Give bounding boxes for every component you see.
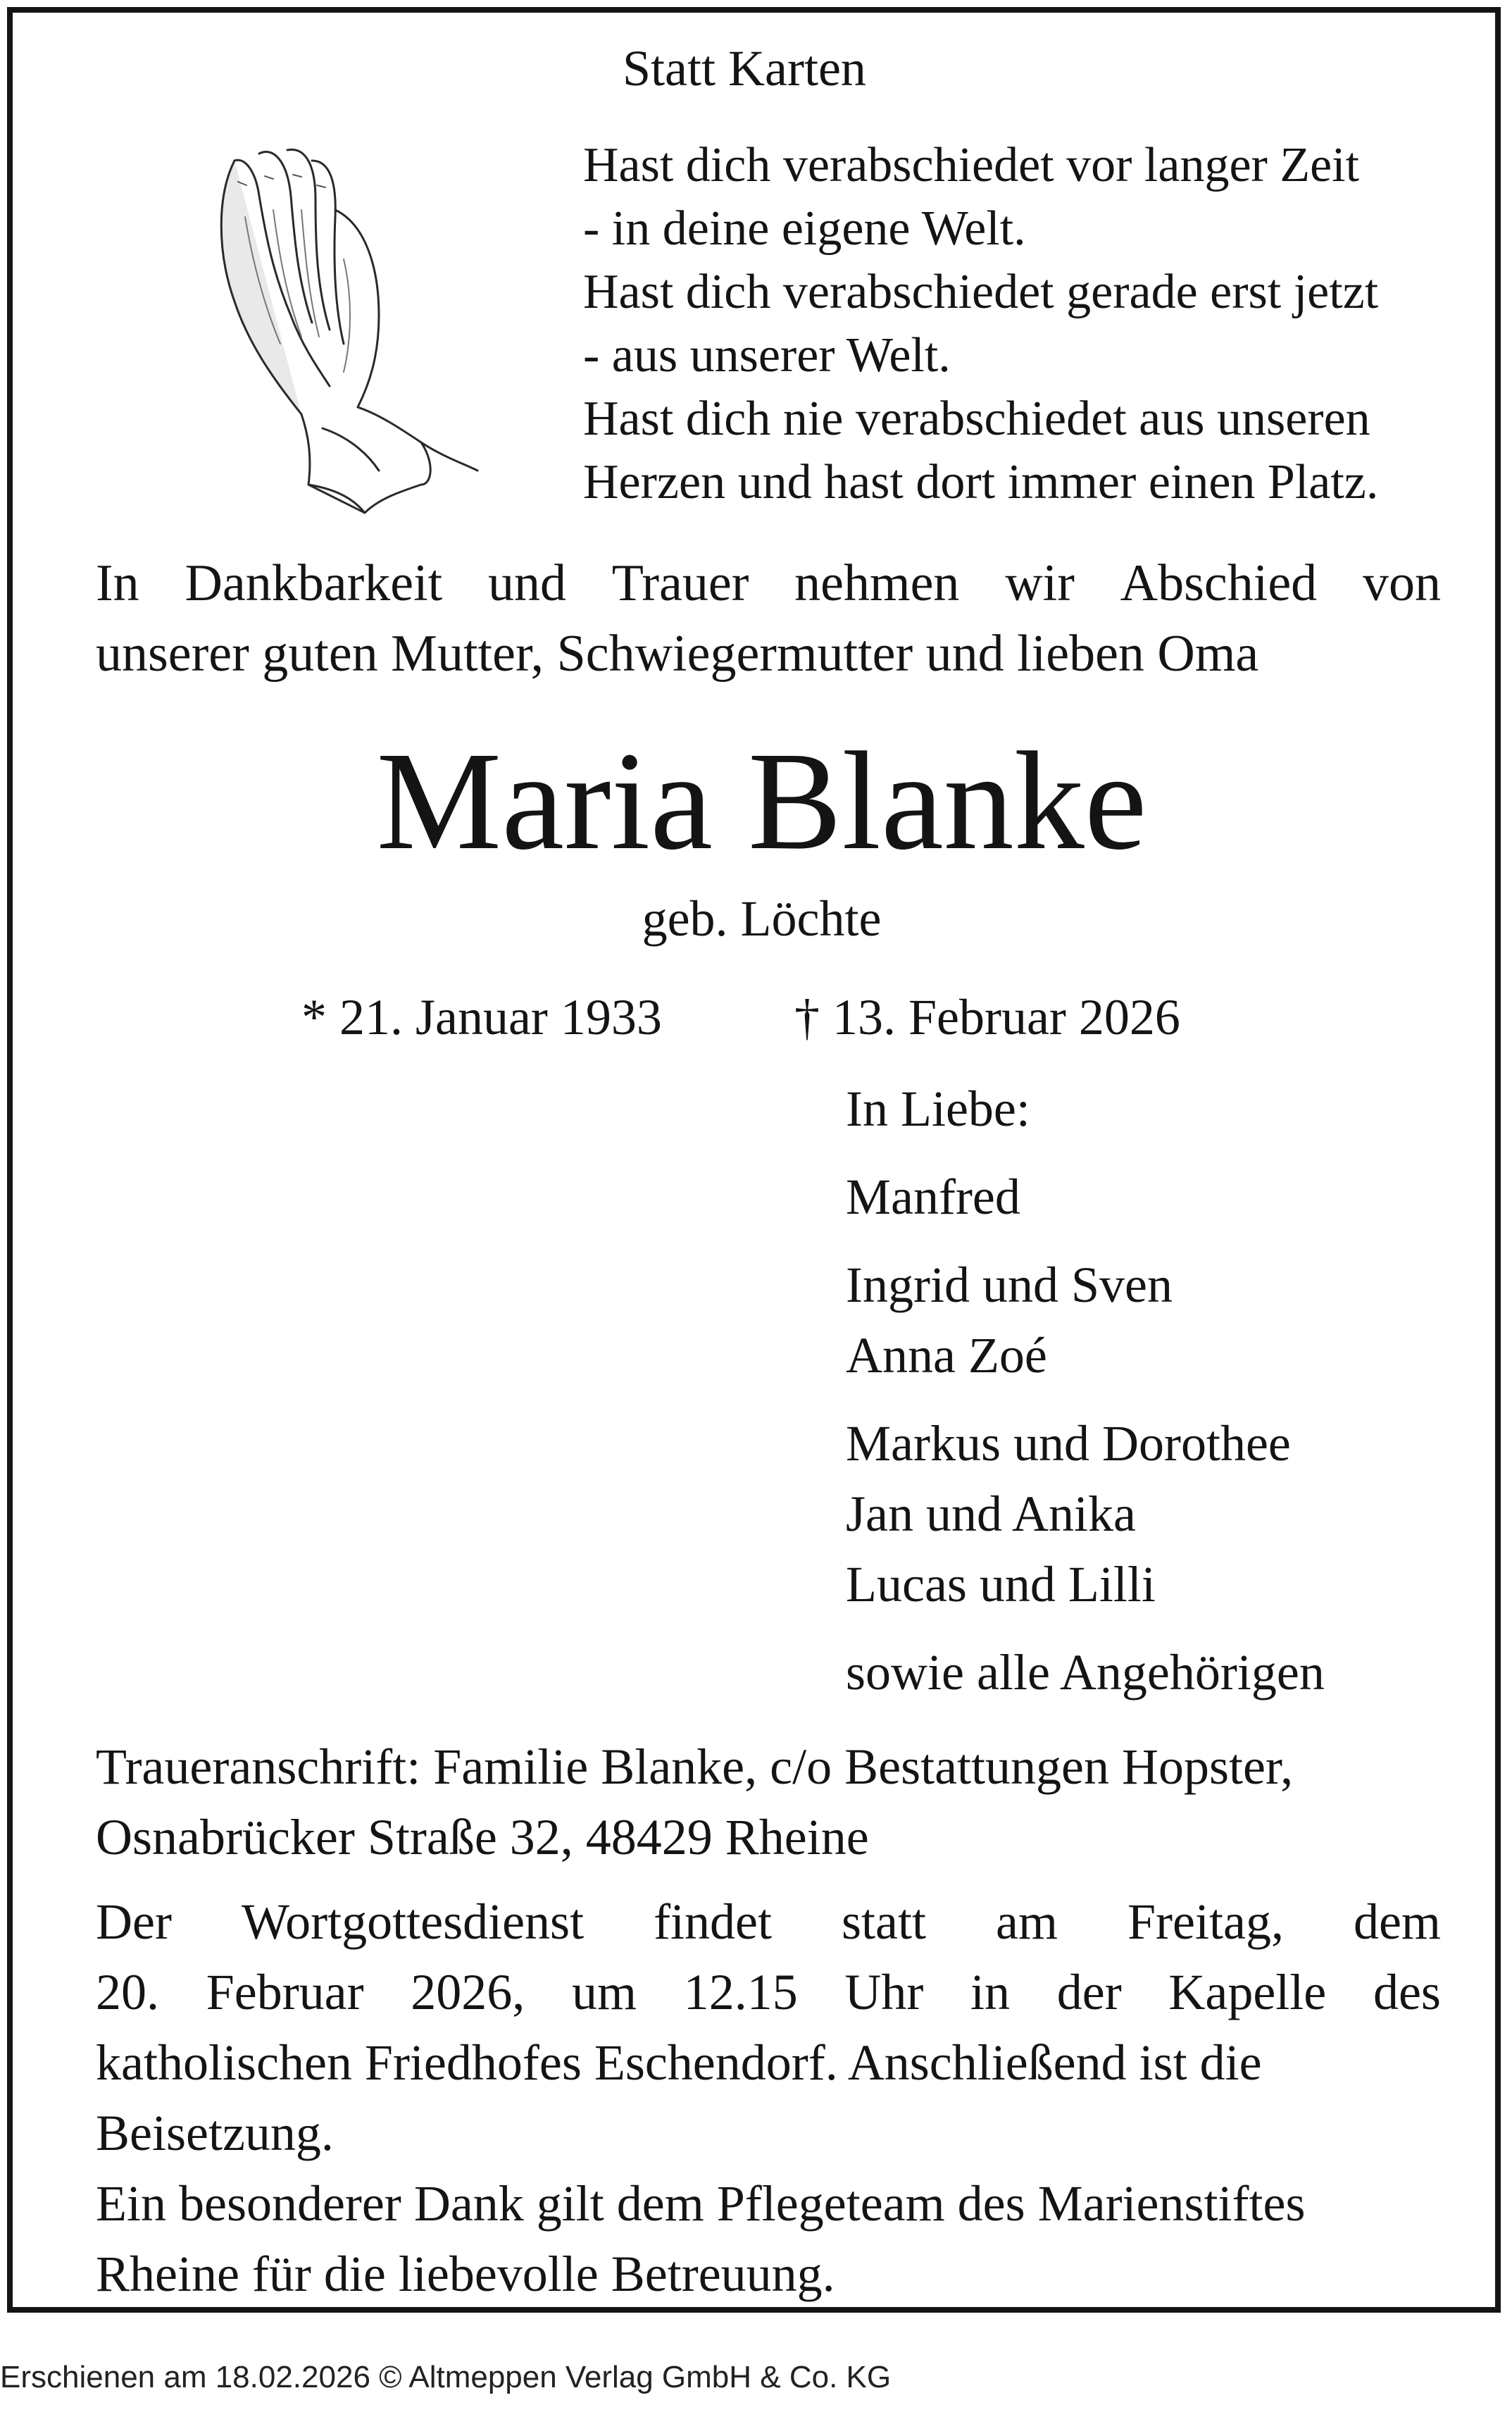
- praying-hands-icon: [168, 132, 520, 527]
- mourner-line: Manfred: [846, 1169, 1020, 1225]
- header-statt-karten: Statt Karten: [623, 40, 866, 97]
- mourner-line: Anna Zoé: [846, 1327, 1047, 1384]
- address-block: [96, 1732, 1441, 1872]
- mourner-line: Jan und Anika: [846, 1486, 1136, 1542]
- publication-footer: Erschienen am 18.02.2026 © Altmeppen Verlag GmbH & Co. KG: [0, 2360, 892, 2394]
- intro-line-1: In Dankbarkeit und Trauer nehmen wir Abschied von: [96, 554, 1441, 612]
- death-date: † 13. Februar 2026: [794, 989, 1180, 1045]
- service-line-2: 20. Februar 2026, um 12.15 Uhr in der Kapelle des: [96, 1964, 1441, 2020]
- mourner-line: Markus und Dorothee: [846, 1415, 1291, 1472]
- service-line-1: Der Wortgottesdienst findet statt am Freitag, dem: [96, 1894, 1441, 1950]
- maiden-name: geb. Löchte: [642, 890, 882, 947]
- service-block: [96, 1886, 1441, 2168]
- intro-text: [96, 548, 1441, 689]
- deceased-name: Maria Blanke: [376, 723, 1147, 879]
- thanks-block: [96, 2168, 1441, 2309]
- intro-line-2: unserer guten Mutter, Schwiegermutter und lieben Oma: [96, 625, 1259, 683]
- obituary-frame: [7, 7, 1501, 2313]
- mourner-line: sowie alle Angehörigen: [846, 1644, 1325, 1701]
- address-line: Traueranschrift: Familie Blanke, c/o Bestattungen Hopster,: [96, 1739, 1294, 1795]
- service-line-3: katholischen Friedhofes Eschendorf. Anschließend ist die: [96, 2034, 1262, 2091]
- poem-line: Herzen und hast dort immer einen Platz.: [583, 455, 1379, 509]
- service-line: [96, 1886, 1441, 1957]
- poem-line: - aus unserer Welt.: [583, 328, 951, 383]
- address-line: Osnabrücker Straße 32, 48429 Rheine: [96, 1809, 869, 1865]
- poem-line: Hast dich nie verabschiedet aus unseren: [583, 392, 1370, 446]
- mourner-line: Lucas und Lilli: [846, 1556, 1156, 1612]
- thanks-line: Ein besonderer Dank gilt dem Pflegeteam des Marienstiftes: [96, 2175, 1306, 2232]
- poem: [583, 134, 1378, 514]
- birth-date: * 21. Januar 1933: [301, 989, 662, 1045]
- poem-line: Hast dich verabschiedet gerade erst jetzt: [583, 265, 1379, 319]
- thanks-line: Rheine für die liebevolle Betreuung.: [96, 2246, 835, 2302]
- mourners-heading: In Liebe:: [846, 1081, 1030, 1137]
- service-line-4: Beisetzung.: [96, 2105, 334, 2161]
- intro-line: [96, 548, 1441, 618]
- poem-line: Hast dich verabschiedet vor langer Zeit: [583, 138, 1360, 192]
- poem-line: - in deine eigene Welt.: [583, 201, 1026, 256]
- service-line: [96, 1957, 1441, 2027]
- mourner-line: Ingrid und Sven: [846, 1257, 1173, 1313]
